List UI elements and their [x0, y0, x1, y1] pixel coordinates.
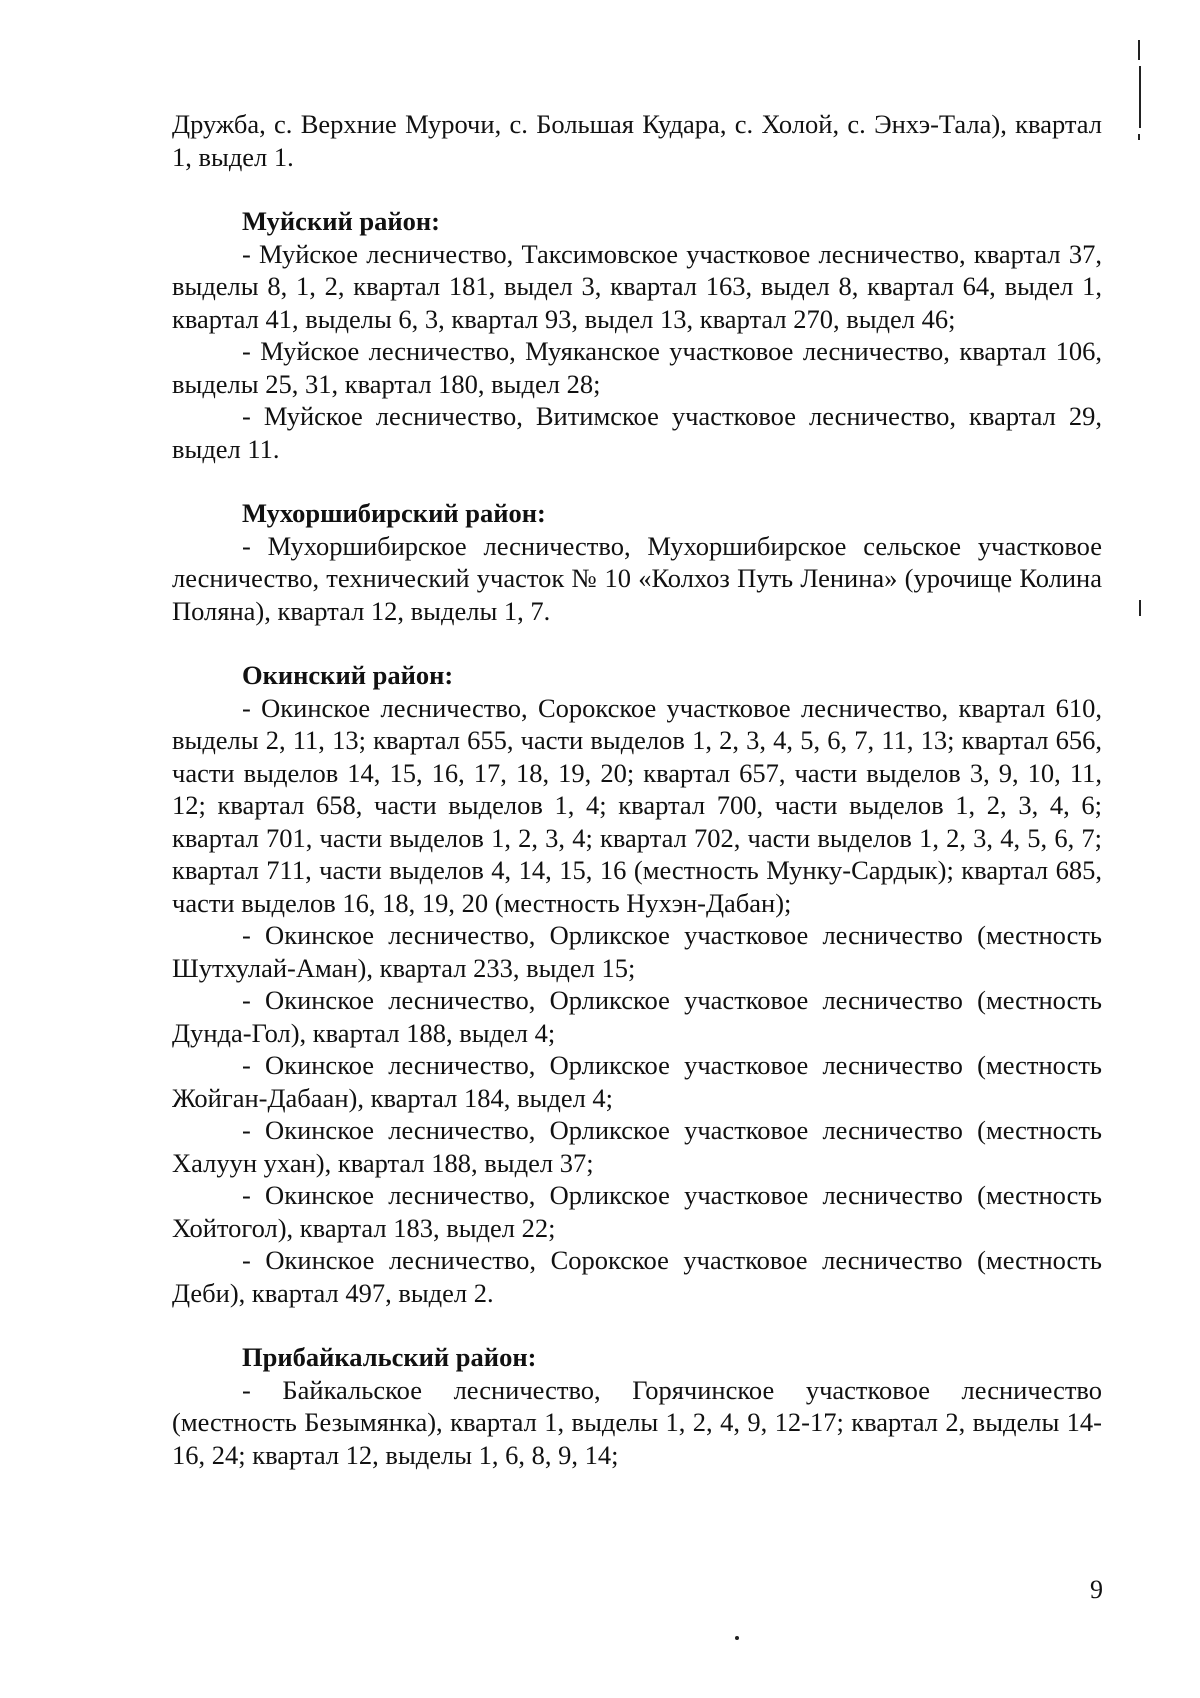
scan-artifact-mark: [1139, 66, 1141, 128]
list-item: - Окинское лесничество, Сорокское участковое лесничество, квартал 610, выделы 2, 11, 13; квартал 655, части выделов 1, 2, 3, 4, 5, 6, 7, 11, 13; квартал 656, части выделов 14, 15, 16, 17, 18, 19, 20; квартал 657, части выделов 3, 9, 10, 11, 12; квартал 658, части выделов 1, 4; квартал 700, части выделов 1, 2, 3, 4, 6; квартал 701, части выделов 1, 2, 3, 4; квартал 702, части выделов 1, 2, 3, 4, 5, 6, 7; квартал 711, части выделов 4, 14, 15, 16 (местность Мунку-Сардык); квартал 685, части выделов 16, 18, 19, 20 (местность Нухэн-Дабан);: [172, 692, 1102, 918]
section-heading-pribaikalsky: Прибайкальский район:: [242, 1342, 537, 1372]
page-number: 9: [1090, 1575, 1103, 1604]
list-item: - Окинское лесничество, Орликское участковое лесничество (местность Халуун ухан), квартал 188, выдел 37;: [172, 1115, 1102, 1178]
list-item: - Окинское лесничество, Орликское участковое лесничество (местность Дунда-Гол), квартал 188, выдел 4;: [172, 985, 1102, 1048]
list-item: - Муйское лесничество, Муяканское участковое лесничество, квартал 106, выделы 25, 31, квартал 180, выдел 28;: [172, 336, 1102, 399]
list-item: - Муйское лесничество, Таксимовское участковое лесничество, квартал 37, выделы 8, 1, 2, квартал 181, выдел 3, квартал 163, выдел 8, квартал 64, выдел 1, квартал 41, выделы 6, 3, квартал 93, выдел 13, квартал 270, выдел 46;: [172, 238, 1102, 334]
scan-artifact-mark: [1138, 134, 1140, 140]
list-item: - Окинское лесничество, Орликское участковое лесничество (местность Хойтогол), квартал 183, выдел 22;: [172, 1180, 1102, 1243]
list-item: - Окинское лесничество, Орликское участковое лесничество (местность Жойган-Дабаан), квартал 184, выдел 4;: [172, 1050, 1102, 1113]
document-body: [172, 108, 1102, 1471]
list-item: - Байкальское лесничество, Горячинское участковое лесничество (местность Безымянка), квартал 1, выделы 1, 2, 4, 9, 12-17; квартал 2, выделы 14-16, 24; квартал 12, выделы 1, 6, 8, 9, 14;: [172, 1374, 1102, 1470]
list-item: - Окинское лесничество, Орликское участковое лесничество (местность Шутхулай-Аман), квартал 233, выдел 15;: [172, 920, 1102, 983]
list-item: - Муйское лесничество, Витимское участковое лесничество, квартал 29, выдел 11.: [172, 401, 1102, 464]
scan-artifact-mark: [735, 1636, 739, 1640]
continuation-paragraph: Дружба, с. Верхние Мурочи, с. Большая Кудара, с. Холой, с. Энхэ-Тала), квартал 1, выдел 1.: [172, 109, 1102, 172]
section-heading-mukhorshibirsky: Мухоршибирский район:: [242, 498, 546, 528]
list-item: - Окинское лесничество, Сорокское участковое лесничество (местность Деби), квартал 497, выдел 2.: [172, 1245, 1102, 1308]
section-heading-okinsky: Окинский район:: [242, 660, 454, 690]
scan-artifact-mark: [1139, 600, 1141, 616]
scan-artifact-mark: [1138, 40, 1140, 60]
section-heading-muisky: Муйский район:: [242, 206, 440, 236]
list-item: - Мухоршибирское лесничество, Мухоршибирское сельское участковое лесничество, технический участок № 10 «Колхоз Путь Ленина» (урочище Колина Поляна), квартал 12, выделы 1, 7.: [172, 530, 1102, 626]
